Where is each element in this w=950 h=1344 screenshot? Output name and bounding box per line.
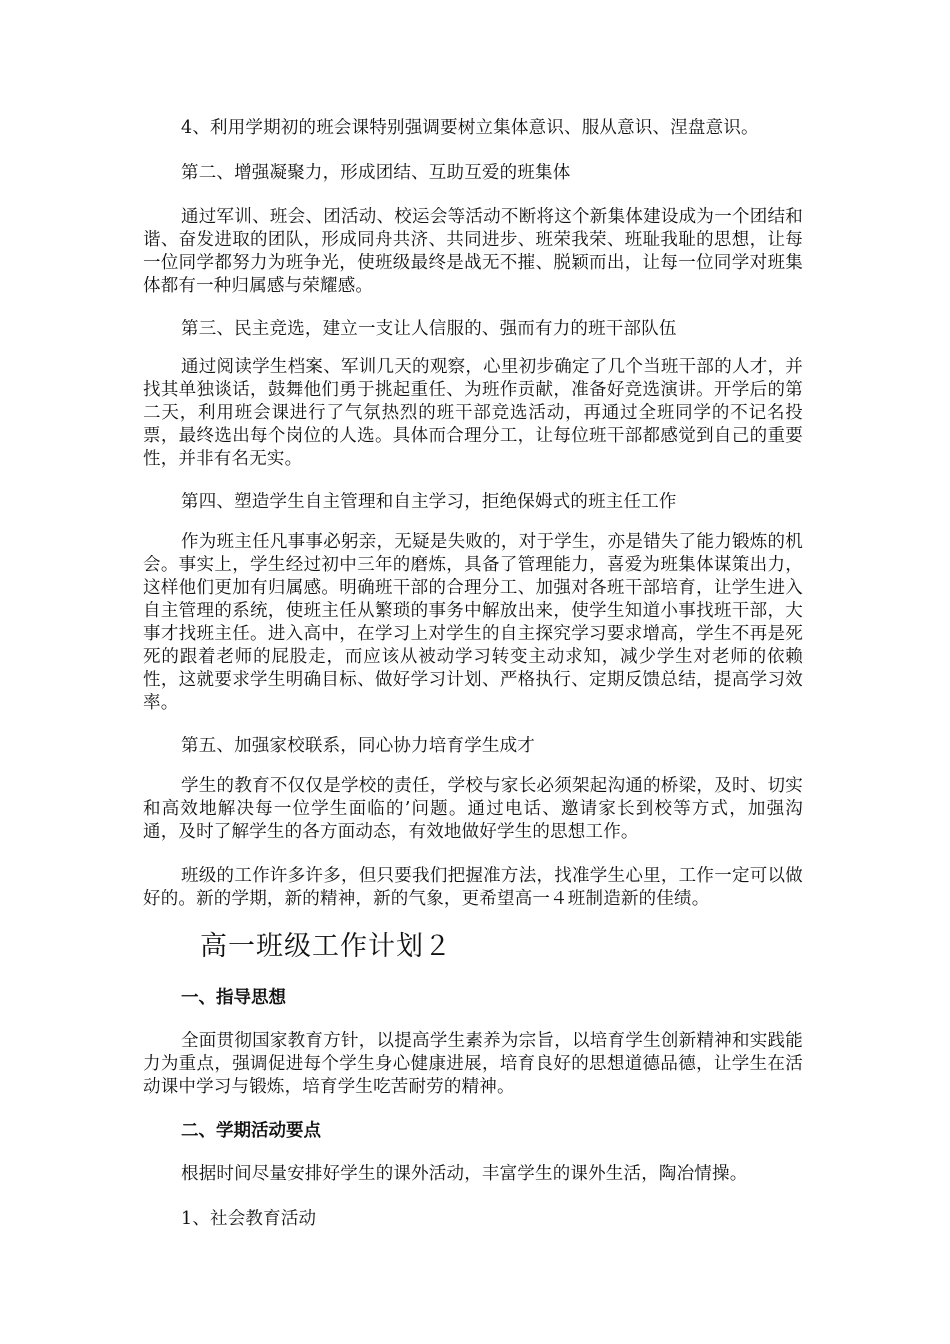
subheading-third: 第三、民主竞选，建立一支让人信服的、强而有力的班干部队伍: [181, 319, 677, 339]
paragraph-item-4: 4、利用学期初的班会课特别强调要树立集体意识、服从意识、涅盘意识。: [181, 118, 759, 138]
paragraph-fourth-body: 作为班主任凡事事必躬亲，无疑是失败的，对于学生，亦是错失了能力锻炼的机会。事实上，学生经过初中三年的磨炼，具备了管理能力，喜爱为班集体谋策出力，这样他们更加有归属感。明确班干部的合理分工、加强对各班干部培育，让学生进入自主管理的系统，使班主任从繁琐的事务中解放出来，使学生知道小事找班干部，大事才找班主任。进入高中，在学习上对学生的自主探究学习要求增高，学生不再是死死的跟着老师的屁股走，而应该从被动学习转变主动求知，减少学生对老师的依赖性，这就要求学生明确目标、做好学习计划、严格执行、定期反馈总结，提高学习效率。: [143, 532, 803, 713]
list-item-social-education: 1、社会教育活动: [181, 1209, 317, 1229]
subheading-fifth: 第五、加强家校联系，同心协力培育学生成才: [181, 736, 535, 756]
section-heading-guiding-ideology: 一、指导思想: [181, 988, 286, 1008]
paragraph-third-body: 通过阅读学生档案、军训几天的观察，心里初步确定了几个当班干部的人才，并找其单独谈话，鼓舞他们勇于挑起重任、为班作贡献，准备好竞选演讲。开学后的第二天，利用班会课进行了气氛热烈的班干部竞选活动，再通过全班同学的不记名投票，最终选出每个岗位的人选。具体而合理分工，让每位班干部都感觉到自己的重要性，并非有名无实。: [143, 357, 803, 469]
document-title: 高一班级工作计划２: [200, 931, 452, 962]
subheading-fourth: 第四、塑造学生自主管理和自主学习，拒绝保姆式的班主任工作: [181, 492, 677, 512]
paragraph-guiding-ideology: 全面贯彻国家教育方针，以提高学生素养为宗旨，以培育学生创新精神和实践能力为重点，强调促进每个学生身心健康进展，培育良好的思想道德品德，让学生在活动课中学习与锻炼，培育学生吃苦耐劳的精神。: [143, 1031, 803, 1097]
subheading-second: 第二、增强凝聚力，形成团结、互助互爱的班集体: [181, 163, 571, 183]
paragraph-activity-points: 根据时间尽量安排好学生的课外活动，丰富学生的课外生活，陶冶情操。: [181, 1164, 748, 1184]
paragraph-fifth-body: 学生的教育不仅仅是学校的责任，学校与家长必须架起沟通的桥梁，及时、切实和高效地解决每一位学生面临的’问题。通过电话、邀请家长到校等方式，加强沟通，及时了解学生的各方面动态，有效地做好学生的思想工作。: [143, 776, 803, 842]
paragraph-closing: 班级的工作许多许多，但只要我们把握准方法，找准学生心里，工作一定可以做好的。新的学期，新的精神，新的气象，更希望高一４班制造新的佳绩。: [143, 866, 803, 909]
paragraph-second-body: 通过军训、班会、团活动、校运会等活动不断将这个新集体建设成为一个团结和谐、奋发进取的团队，形成同舟共济、共同进步、班荣我荣、班耻我耻的思想，让每一位同学都努力为班争光，使班级最终是战无不摧、脱颖而出，让每一位同学对班集体都有一种归属感与荣耀感。: [143, 207, 803, 296]
section-heading-activity-points: 二、学期活动要点: [181, 1121, 321, 1141]
